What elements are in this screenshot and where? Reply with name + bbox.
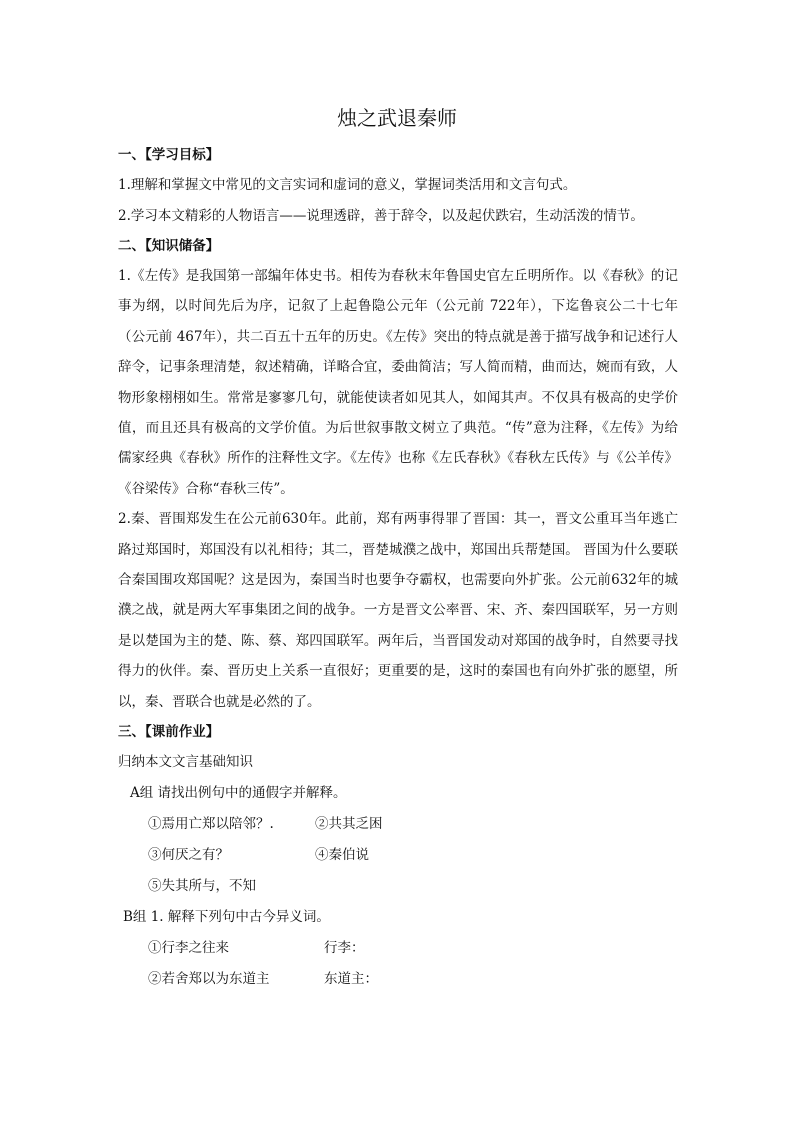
group-b-row-1 [118, 933, 678, 964]
knowledge-paragraph-1: 1.《左传》是我国第一部编年体史书。相传为春秋末年鲁国史官左丘明所作。以《春秋》的记事为纲，以时间先后为序，记叙了上起鲁隐公元年（公元前 722年），下迄鲁哀公二十七年（公元前 467年），共二百五十五年的历史。《左传》突出的特点就是善于描写战争和记述行人辞令，记事条理清楚，叙述精确，详略合宜，委曲简洁；写人简而精，曲而达，婉而有致，人物形象栩栩如生。常常是寥寥几句，就能使读者如见其人，如闻其声。不仅具有极高的史学价值，而且还具有极高的文学价值。为后世叙事散文树立了典范。“传”意为注释，《左传》为给儒家经典《春秋》所作的注释性文字。《左传》也称《左氏春秋》《春秋左氏传》与《公羊传》《谷梁传》合称“春秋三传”。 [118, 268, 678, 497]
goal-item-1: 1.理解和掌握文中常见的文言实词和虚词的意义，掌握词类活用和文言句式。 [118, 177, 577, 193]
goal-item-2: 2.学习本文精彩的人物语言——说理透辟，善于辞令，以及起伏跌宕，生动活泼的情节。 [118, 207, 644, 224]
group-b-sentence-2: ②若舍郑以为东道主 [148, 970, 270, 987]
group-b-term-1: 行李： [324, 939, 365, 956]
page-title: 烛之武退秦师 [337, 106, 457, 130]
group-a-row-1 [118, 809, 678, 840]
group-a-item-3: ③何厌之有？ [148, 846, 229, 863]
group-b-sentence-1: ①行李之往来 [148, 939, 229, 956]
group-a-item-4: ④秦伯说 [315, 846, 369, 863]
group-b-label: B组 1. 解释下列句中古今异义词。 [123, 908, 330, 925]
group-a-row-2 [118, 840, 678, 871]
section-heading-goals: 一、【学习目标】 [118, 147, 220, 163]
section-heading-homework: 三、【课前作业】 [118, 724, 220, 741]
section-heading-knowledge: 二、【知识储备】 [118, 238, 220, 254]
group-b-row-2 [118, 964, 678, 995]
homework-intro: 归纳本文文言基础知识 [118, 754, 253, 771]
group-a-row-3 [118, 871, 678, 902]
group-b-term-2: 东道主： [324, 970, 378, 987]
document-body [118, 140, 678, 995]
group-a-item-1: ①焉用亡郑以陪邻？. [148, 815, 274, 832]
group-a-item-5: ⑤失其所与，不知 [148, 877, 256, 894]
knowledge-paragraph-2: 2.秦、晋围郑发生在公元前630年。此前，郑有两事得罪了晋国：其一，晋文公重耳当年逃亡路过郑国时，郑国没有以礼相待；其二，晋楚城濮之战中，郑国出兵帮楚国。 晋国为什么要联合秦国围攻郑国呢？这是因为，秦国当时也要争夺霸权，也需要向外扩张。公元前632年的城濮之战，就是两大军事集团之间的战争。一方是晋文公率晋、宋、齐、秦四国联军，另一方则是以楚国为主的楚、陈、蔡、郑四国联军。两年后，当晋国发动对郑国的战争时，自然要寻找得力的伙伴。秦、晋历史上关系一直很好；更重要的是，这时的秦国也有向外扩张的愿望，所以，秦、晋联合也就是必然的了。 [118, 511, 678, 710]
group-a-label: A组 请找出例句中的通假字并解释。 [130, 784, 347, 801]
group-a-item-2: ②共其乏困 [315, 815, 383, 832]
